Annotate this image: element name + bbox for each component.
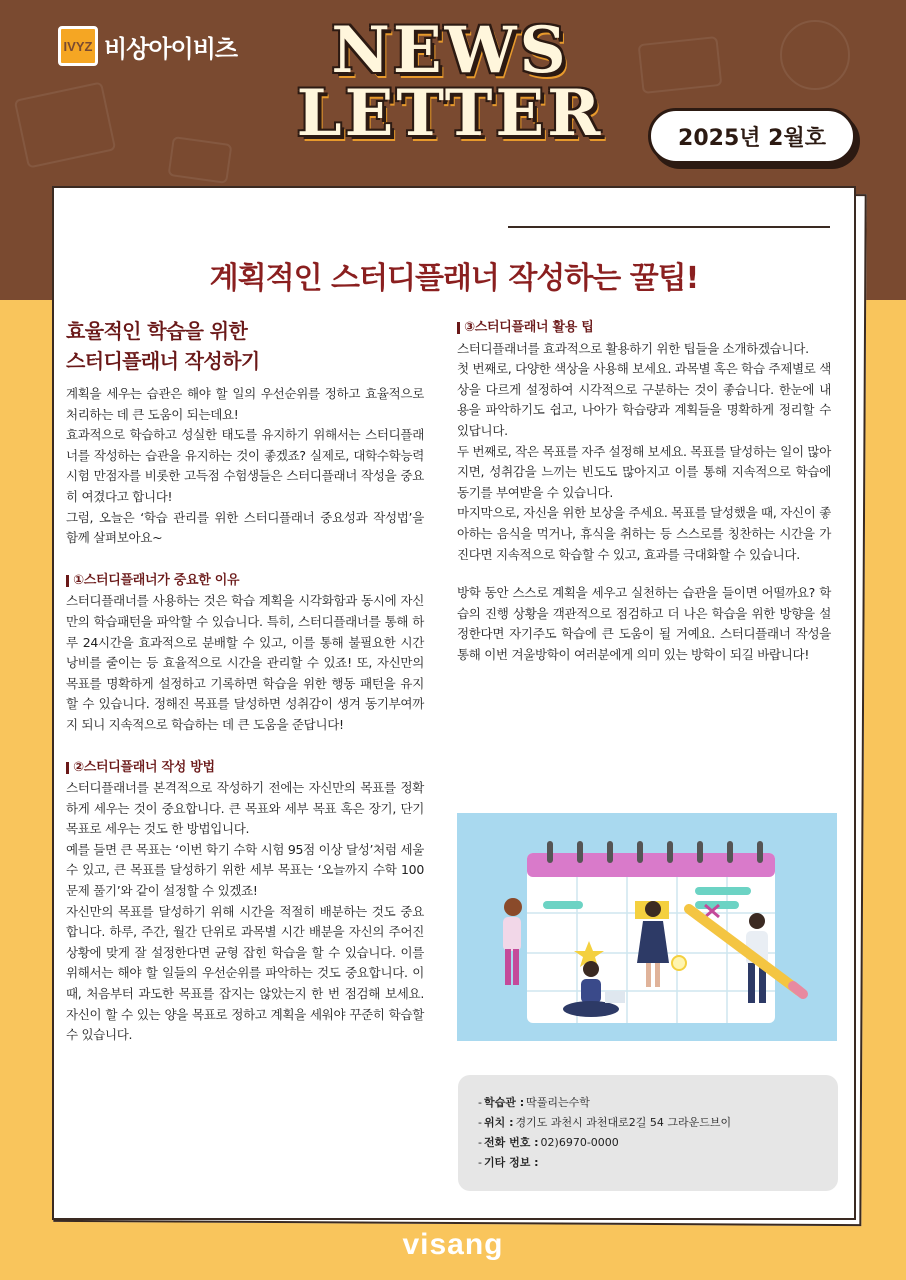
brand-logo [58, 26, 237, 66]
info-row: - 위치 : 경기도 과천시 과천대로2길 54 그라운드브이 [478, 1113, 818, 1133]
section-heading-label: ②스터디플래너 작성 방법 [73, 759, 215, 775]
info-label: 위치 : [483, 1116, 514, 1129]
section-paragraph: 스터디플래너를 효과적으로 활용하기 위한 팁들을 소개하겠습니다. 첫 번째로, 다양한 색상을 사용해 보세요. 과목별 혹은 학습 주제별로 색상을 다르게 설정하여 시각적으로 구분하는 것이 좋습니다. 한눈에 내용을 파악하기도 쉽고, 나아가 학습량과 계획들을 명확하게 정리할 수 있답니다. 두 번째로, 작은 목표를 자주 설정해 보세요. 목표를 달성하는 일이 많아지면, 성취감을 느끼는 빈도도 많아지고 이를 통해 지속적으로 학습에 동기를 부여받을 수 있습니다. 마지막으로, 자신을 위한 보상을 주세요. 목표를 달성했을 때, 자신이 좋아하는 음식을 먹거나, 휴식을 취하는 등 스스로를 칭찬하는 시간을 가진다면 지속적으로 학습할 수 있고, 효과를 극대화할 수 있습니다. [457, 340, 831, 562]
info-label: 기타 정보 : [483, 1156, 539, 1169]
section-heading [66, 758, 424, 779]
section-heading-label: ③스터디플래너 활용 팁 [464, 320, 594, 335]
page-title: 계획적인 스터디플래너 작성하는 꿀팁! [209, 261, 699, 296]
brand-logo-icon: IVYZ [58, 26, 98, 66]
article-title [66, 316, 424, 376]
info-value: 경기도 과천시 과천대로2길 54 그라운드브이 [515, 1116, 732, 1129]
calendar-illustration-icon [457, 813, 837, 1041]
info-value: 02)6970-0000 [540, 1136, 619, 1149]
section-heading-label: ①스터디플래너가 중요한 이유 [73, 572, 240, 588]
planner-illustration [457, 813, 837, 1041]
article-title-line-2: 스터디플래너 작성하기 [66, 349, 260, 373]
brand-name: 비상아이비츠 [104, 34, 238, 63]
masthead-title [290, 13, 610, 151]
intro-paragraph: 계획을 세우는 습관은 해야 할 일의 우선순위를 정하고 효율적으로 처리하는 데 큰 도움이 되는데요! 효과적으로 학습하고 성실한 태도를 유지하기 위해서는 스터디플래너를 작성하는 습관을 유지하는 것이 좋겠죠? 실제로, 대학수학능력시험 만점자를 비롯한 고득점 수험생들은 스터디플래너 작성을 중요히 여겼다고 합니다! 그럼, 오늘은 ‘학습 관리를 위한 스터디플래너 중요성과 작성법’을 함께 살펴보아요~ [66, 386, 424, 546]
masthead-line-1: NEWS [331, 13, 569, 88]
section-heading [66, 571, 424, 592]
section-heading [457, 318, 831, 339]
divider [508, 226, 830, 228]
info-label: 전화 번호 : [483, 1136, 539, 1149]
section-bar-icon [66, 762, 69, 774]
section-bar-icon [66, 575, 69, 587]
issue-badge: 2025년 2월호 [648, 108, 856, 164]
info-row: - 전화 번호 : 02)6970-0000 [478, 1133, 818, 1153]
info-row: - 학습관 : 딱풀리는수학 [478, 1093, 818, 1113]
article-title-line-1: 효율적인 학습을 위한 [66, 319, 248, 343]
section-bar-icon [457, 322, 460, 334]
academy-info-box [458, 1075, 838, 1191]
section-paragraph: 스터디플래너를 본격적으로 작성하기 전에는 자신만의 목표를 정확하게 세우는 것이 중요합니다. 큰 목표와 세부 목표 혹은 장기, 단기 목표로 세우는 것도 한 방법입니다. 예를 들면 큰 목표는 ‘이번 학기 수학 시험 95점 이상 달성’처럼 세울 수 있고, 큰 목표를 달성하기 위한 세부 목표는 ‘오늘까지 수학 100문제 풀기’와 같이 설정할 수 있겠죠! 자신만의 목표를 달성하기 위해 시간을 적절히 배분하는 것도 중요합니다. 하루, 주간, 월간 단위로 과목별 시간 배분을 자신의 주어진 상황에 맞게 잘 설정한다면 균형 잡힌 학습을 할 수 있습니다. 이를 위해서는 해야 할 일들의 우선순위를 파악하는 것도 중요합니다. 이때, 처음부터 과도한 목표를 잡지는 않았는지 한 번 점검해 보세요. 자신이 할 수 있는 양을 목표로 정하고 계획을 세워야 꾸준히 학습할 수 있습니다. [66, 780, 424, 1043]
info-row: - 기타 정보 : [478, 1153, 818, 1173]
info-label: 학습관 : [483, 1096, 525, 1109]
info-value: 딱풀리는수학 [526, 1096, 590, 1109]
masthead-line-2: LETTER [296, 75, 604, 151]
footer-brand-logo: visang [402, 1228, 504, 1261]
closing-paragraph: 방학 동안 스스로 계획을 세우고 실천하는 습관을 들이면 어떨까요? 학습의 진행 상황을 객관적으로 점검하고 더 나은 학습을 위한 방향을 설정한다면 자기주도 학습에 큰 도움이 될 거예요. 스터디플래너 작성을 통해 이번 겨울방학이 여러분에게 의미 있는 방학이 되길 바랍니다! [457, 585, 831, 662]
left-column [66, 316, 424, 1046]
right-column [457, 318, 831, 666]
section-paragraph: 스터디플래너를 사용하는 것은 학습 계획을 시각화함과 동시에 자신만의 학습패턴을 파악할 수 있습니다. 특히, 스터디플래너를 통해 하루 24시간을 효과적으로 분배할 수 있고, 이를 통해 불필요한 시간 낭비를 줄이는 등 효율적으로 시간을 관리할 수 있죠! 또, 자신만의 목표를 명확하게 설정하고 기록하면 학습을 위한 행동 패턴을 유지할 수 있습니다. 정해진 목표를 달성하면 성취감이 생겨 동기부여까지 되니 지속적으로 학습하는 데 큰 도움을 준답니다! [66, 593, 424, 732]
